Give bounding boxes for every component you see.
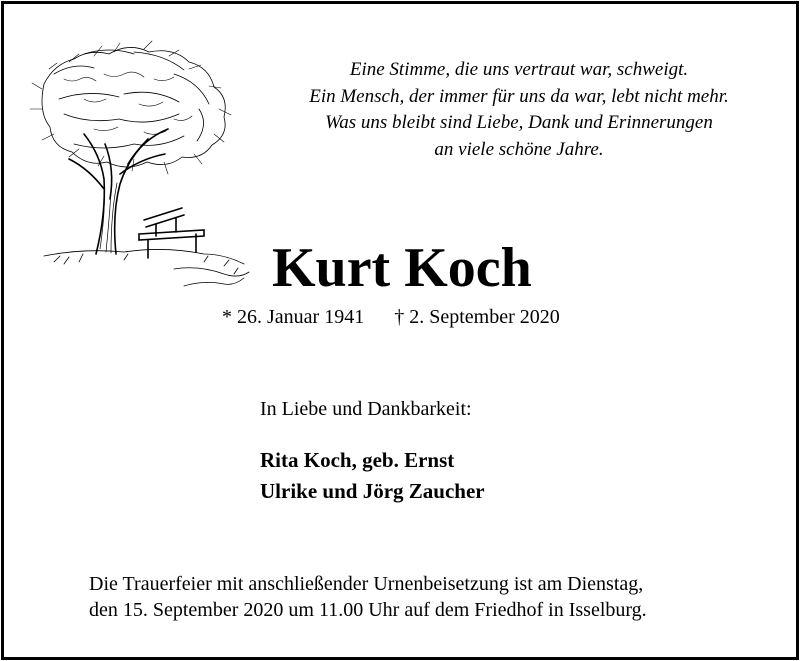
mourner-name: Ulrike und Jörg Zaucher: [260, 479, 485, 503]
obituary-notice: [1, 1, 799, 660]
poem-line: an viele schöne Jahre.: [434, 138, 604, 160]
poem-line: Ein Mensch, der immer für uns da war, lebt nicht mehr.: [309, 85, 729, 107]
life-dates: [222, 304, 560, 330]
notice-line: den 15. September 2020 um 11.00 Uhr auf dem Friedhof in Isselburg.: [89, 599, 647, 621]
deceased-name: Kurt Koch: [272, 237, 532, 299]
funeral-notice: [89, 571, 647, 623]
death-date: † 2. September 2020: [394, 306, 560, 328]
tree-with-bench-icon: [24, 24, 259, 292]
notice-line: Die Trauerfeier mit anschließender Urnenbeisetzung ist am Dienstag,: [89, 573, 644, 595]
dedication-line: In Liebe und Dankbarkeit:: [260, 398, 472, 420]
birth-date: * 26. Januar 1941: [222, 306, 365, 328]
poem: [264, 57, 774, 163]
poem-line: Was uns bleibt sind Liebe, Dank und Erinnerungen: [325, 112, 713, 133]
mourners-list: [260, 445, 485, 507]
poem-line: Eine Stimme, die uns vertraut war, schweigt.: [349, 59, 689, 80]
mourner-name: Rita Koch, geb. Ernst: [260, 448, 455, 472]
